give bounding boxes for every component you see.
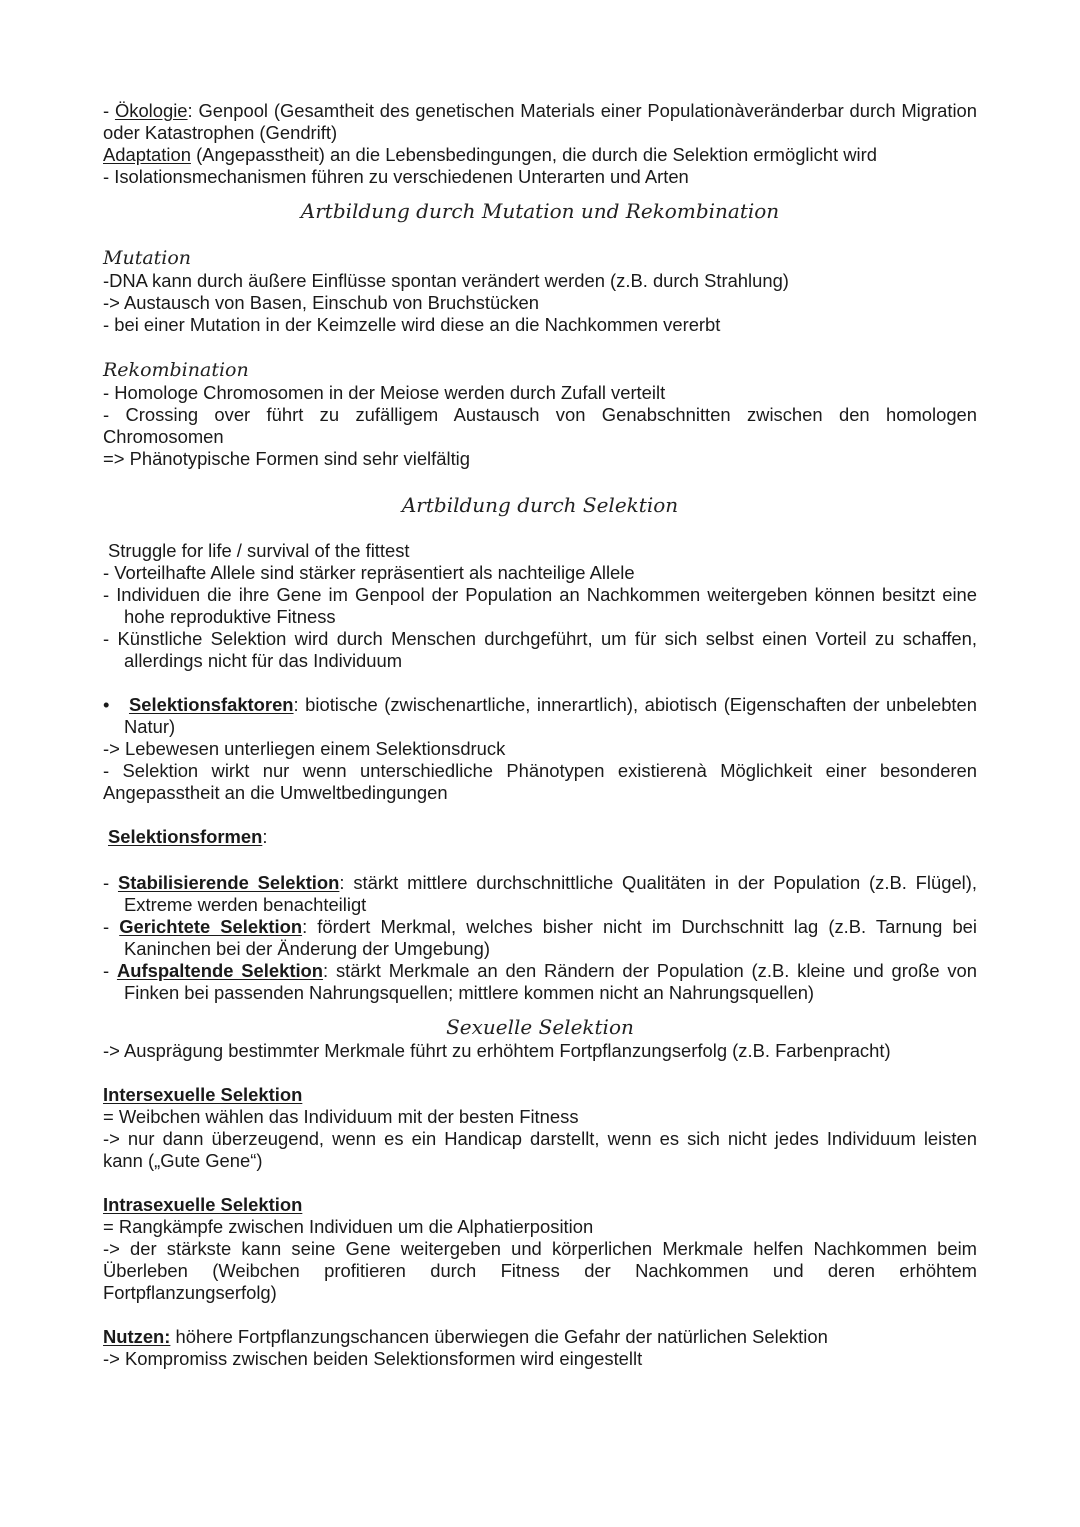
intrasexuelle-heading: Intrasexuelle Selektion [103, 1194, 303, 1215]
kompromiss-line: -> Kompromiss zwischen beiden Selektionsformen wird eingestellt [103, 1348, 643, 1369]
mutation-line-3: - bei einer Mutation in der Keimzelle wird diese an die Nachkommen vererbt [103, 314, 721, 335]
nutzen-label: Nutzen: [103, 1326, 171, 1347]
sexuelle-selektion-intro: -> Ausprägung bestimmter Merkmale führt zu erhöhtem Fortpflanzungserfolg (z.B. Farbenpracht) [103, 1040, 891, 1061]
selektionsformen-label: Selektionsformen [108, 826, 263, 847]
form-aufspaltend-label: Aufspaltende Selektion [116, 960, 324, 981]
intersexuelle-line-1: = Weibchen wählen das Individuum mit der besten Fitness [103, 1106, 579, 1127]
adaptation-text: (Angepasstheit) an die Lebensbedingungen, die durch die Selektion ermöglicht wird [190, 144, 877, 165]
mutation-line-2: -> Austausch von Basen, Einschub von Bruchstücken [103, 292, 540, 313]
selektionsformen-heading [103, 826, 977, 848]
oekologie-label: Ökologie [114, 100, 188, 121]
oekologie-text: : Genpool (Gesamtheit des genetischen Materials einer Populationàveränderbar durch Migration oder Katastrophen (Gendrift) [103, 100, 977, 143]
selektionsfaktoren-text: : biotische (zwischenartliche, innerartlich), abiotisch (Eigenschaften der unbelebten Natur) [124, 694, 977, 737]
adaptation-label: Adaptation [103, 144, 191, 165]
form-gerichtet [103, 916, 977, 960]
dash: - [103, 960, 117, 981]
intrasexuelle-line-1: = Rangkämpfe zwischen Individuen um die Alphatierposition [103, 1216, 594, 1237]
selektion-bullet-1: - Vorteilhafte Allele sind stärker repräsentiert als nachteilige Allele [103, 562, 635, 583]
dash: - [103, 872, 118, 893]
section-title-sexuelle-selektion: Sexuelle Selektion [446, 1015, 634, 1039]
section-title-mutation-rekombination: Artbildung durch Mutation und Rekombination [300, 199, 780, 223]
isolation-line: - Isolationsmechanismen führen zu verschiedenen Unterarten und Arten [103, 166, 689, 187]
selektionsfaktoren-line [103, 694, 977, 738]
form-gerichtet-label: Gerichtete Selektion [119, 916, 303, 937]
nutzen-line [103, 1326, 977, 1348]
adaptation-line [103, 144, 977, 166]
rekombination-line-2: - Crossing over führt zu zufälligem Austausch von Genabschnitten zwischen den homologen Chromosomen [103, 404, 977, 447]
selektion-bullet-2: - Individuen die ihre Gene im Genpool der Population an Nachkommen weitergeben können besitzt eine hohe reproduktive Fitness [103, 584, 977, 627]
form-aufspaltend-text: : stärkt Merkmale an den Rändern der Population (z.B. kleine und große von Finken bei passenden Nahrungsquellen; mittlere kommen nicht an Nahrungsquellen) [124, 960, 978, 1003]
form-stabilisierend [103, 872, 977, 916]
form-aufspaltend [103, 960, 977, 1004]
form-gerichtet-text: : fördert Merkmal, welches bisher nicht im Durchschnitt lag (z.B. Tarnung bei Kaninchen bei der Änderung der Umgebung) [124, 916, 977, 959]
mutation-heading: Mutation [103, 247, 192, 269]
form-stabilisierend-text: : stärkt mittlere durchschnittliche Qualitäten in der Population (z.B. Flügel), Extreme werden benachteiligt [124, 872, 977, 915]
bullet-dot: • [103, 694, 110, 715]
intersexuelle-line-2: -> nur dann überzeugend, wenn es ein Handicap darstellt, wenn es sich nicht jedes Individuum leisten kann („Gute Gene“) [103, 1128, 977, 1171]
intersexuelle-heading: Intersexuelle Selektion [103, 1084, 303, 1105]
selektionsfaktoren-label: Selektionsfaktoren [128, 694, 294, 715]
selektionsdruck-line: -> Lebewesen unterliegen einem Selektionsdruck [103, 738, 506, 759]
struggle-line: Struggle for life / survival of the fittest [108, 540, 410, 561]
rekombination-line-3: => Phänotypische Formen sind sehr vielfältig [103, 448, 470, 469]
rekombination-heading: Rekombination [103, 359, 249, 381]
oekologie-line [103, 100, 977, 144]
dash: - [103, 100, 115, 121]
dash: - [103, 916, 120, 937]
section-title-selektion: Artbildung durch Selektion [401, 493, 679, 517]
document-page [103, 100, 977, 1370]
selektion-wirkt-line: - Selektion wirkt nur wenn unterschiedliche Phänotypen existierenà Möglichkeit einer besonderen Angepasstheit an die Umweltbedingungen [103, 760, 977, 803]
nutzen-text: höhere Fortpflanzungschancen überwiegen die Gefahr der natürlichen Selektion [170, 1326, 828, 1347]
form-stabilisierend-label: Stabilisierende Selektion [117, 872, 340, 893]
mutation-line-1: -DNA kann durch äußere Einflüsse spontan verändert werden (z.B. durch Strahlung) [103, 270, 789, 291]
intrasexuelle-line-2: -> der stärkste kann seine Gene weitergeben und körperlichen Merkmale helfen Nachkommen beim Überleben (Weibchen profitieren durch Fitness der Nachkommen und deren erhöhtem Fortpflanzungserfolg) [103, 1238, 977, 1303]
rekombination-line-1: - Homologe Chromosomen in der Meiose werden durch Zufall verteilt [103, 382, 666, 403]
colon: : [262, 826, 268, 847]
selektion-bullet-3: - Künstliche Selektion wird durch Menschen durchgeführt, um für sich selbst einen Vorteil zu schaffen, allerdings nicht für das Individuum [103, 628, 977, 671]
